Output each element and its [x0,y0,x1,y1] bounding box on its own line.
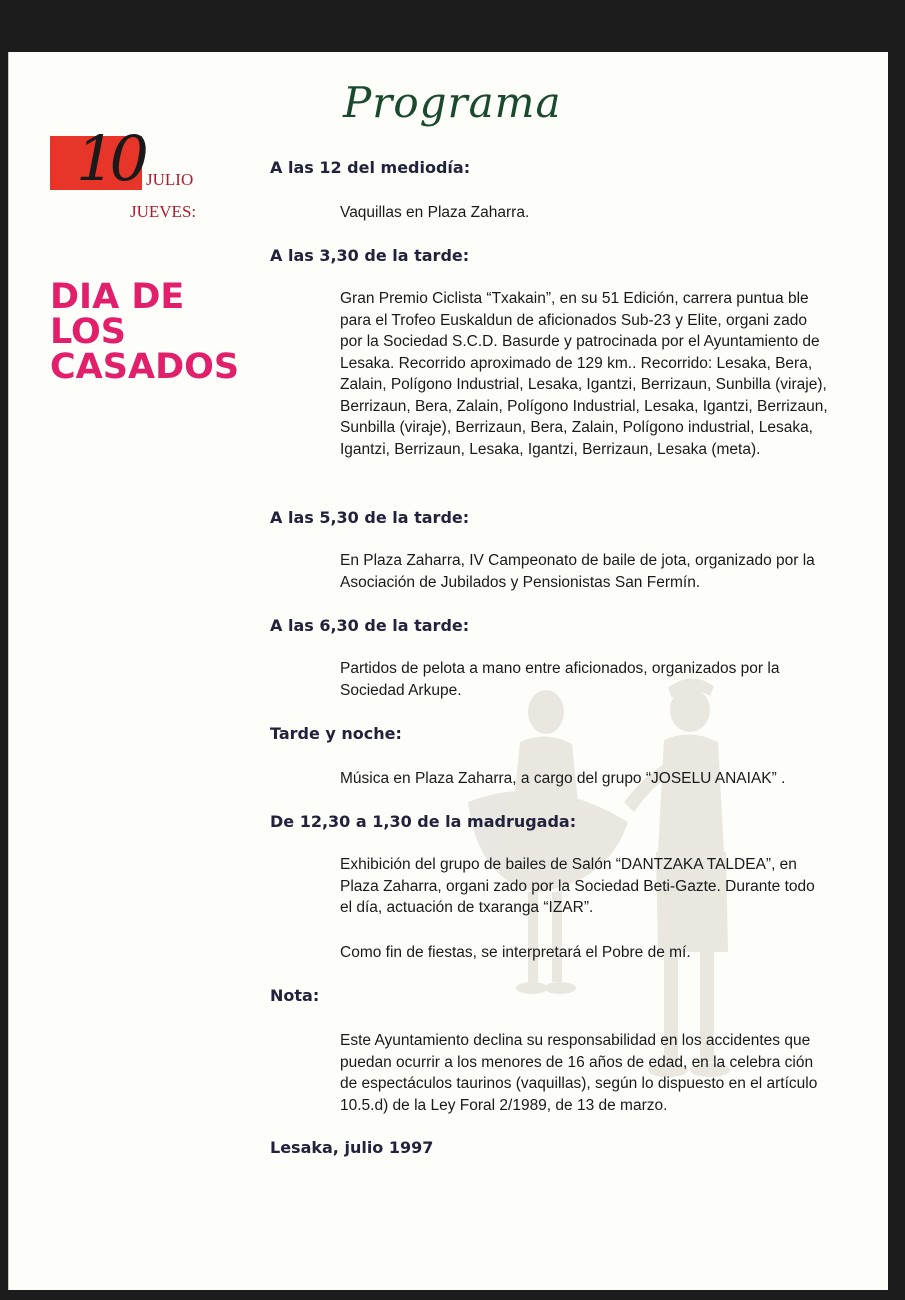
event-title-line: DIA DE [50,277,185,317]
event-title [50,277,240,387]
date-day: 10 [76,122,143,195]
section-text: En Plaza Zaharra, IV Campeonato de baile de jota, organizado por la Asociación de Jubilados y Pensionistas San Fermín. [340,552,815,591]
section-heading: De 12,30 a 1,30 de la madrugada: [270,812,577,831]
page-title: Programa [343,78,562,127]
section-heading: A las 5,30 de la tarde: [270,508,470,527]
event-title-line: CASADOS [50,347,240,387]
section-text: Gran Premio Ciclista “Txakain”, en su 51 Edición, carrera puntua ble para el Trofeo Euskaldun de aficionados Sub-23 y Elite, organi zado por la Sociedad S.C.D. Basurde y patrocinada por el Ayuntamiento de Lesaka. Recorrido aproximado de 129 km.. Recorrido: Lesaka, Bera, Zalain, Polígono Industrial, Lesaka, Igantzi, Berrizaun, Sunbilla (viraje), Berrizaun, Bera, Zalain, Polígono Industrial, Lesaka, Igantzi, Berrizaun, Sunbilla (viraje), Berrizaun, Bera, Zalain, Polígono industrial, Lesaka, Igantzi, Berrizaun, Lesaka, Igantzi, Berrizaun, Lesaka (meta). [340,290,828,458]
signature: Lesaka, julio 1997 [270,1138,434,1157]
page-edge [8,52,9,1290]
section-heading: A las 6,30 de la tarde: [270,616,470,635]
section-heading: A las 12 del mediodía: [270,158,471,177]
section-text: Este Ayuntamiento declina su responsabilidad en los accidentes que puedan ocurrir a los menores de 16 años de edad, en la celebra ción de espectáculos taurinos (vaquillas), según lo dispuesto en el artículo 10.5.d) de la Ley Foral 2/1989, de 13 de marzo. [340,1032,818,1114]
section-text: Música en Plaza Zaharra, a cargo del grupo “JOSELU ANAIAK” . [340,770,786,787]
section-text: Como fin de fiestas, se interpretará el Pobre de mí. [340,944,691,961]
section-text: Vaquillas en Plaza Zaharra. [340,204,530,221]
date-month: JULIO [146,170,194,189]
event-title-line: LOS [50,312,127,352]
section-heading: Tarde y noche: [270,724,402,743]
section-text: Exhibición del grupo de bailes de Salón “DANTZAKA TALDEA”, en Plaza Zaharra, organi zado por la Sociedad Beti-Gazte. Durante todo el día, actuación de txaranga “IZAR”. [340,856,815,916]
section-heading: A las 3,30 de la tarde: [270,246,470,265]
date-weekday: JUEVES: [130,202,197,221]
section-heading: Nota: [270,986,320,1005]
section-text: Partidos de pelota a mano entre aficionados, organizados por la Sociedad Arkupe. [340,660,780,699]
page [8,52,888,1290]
